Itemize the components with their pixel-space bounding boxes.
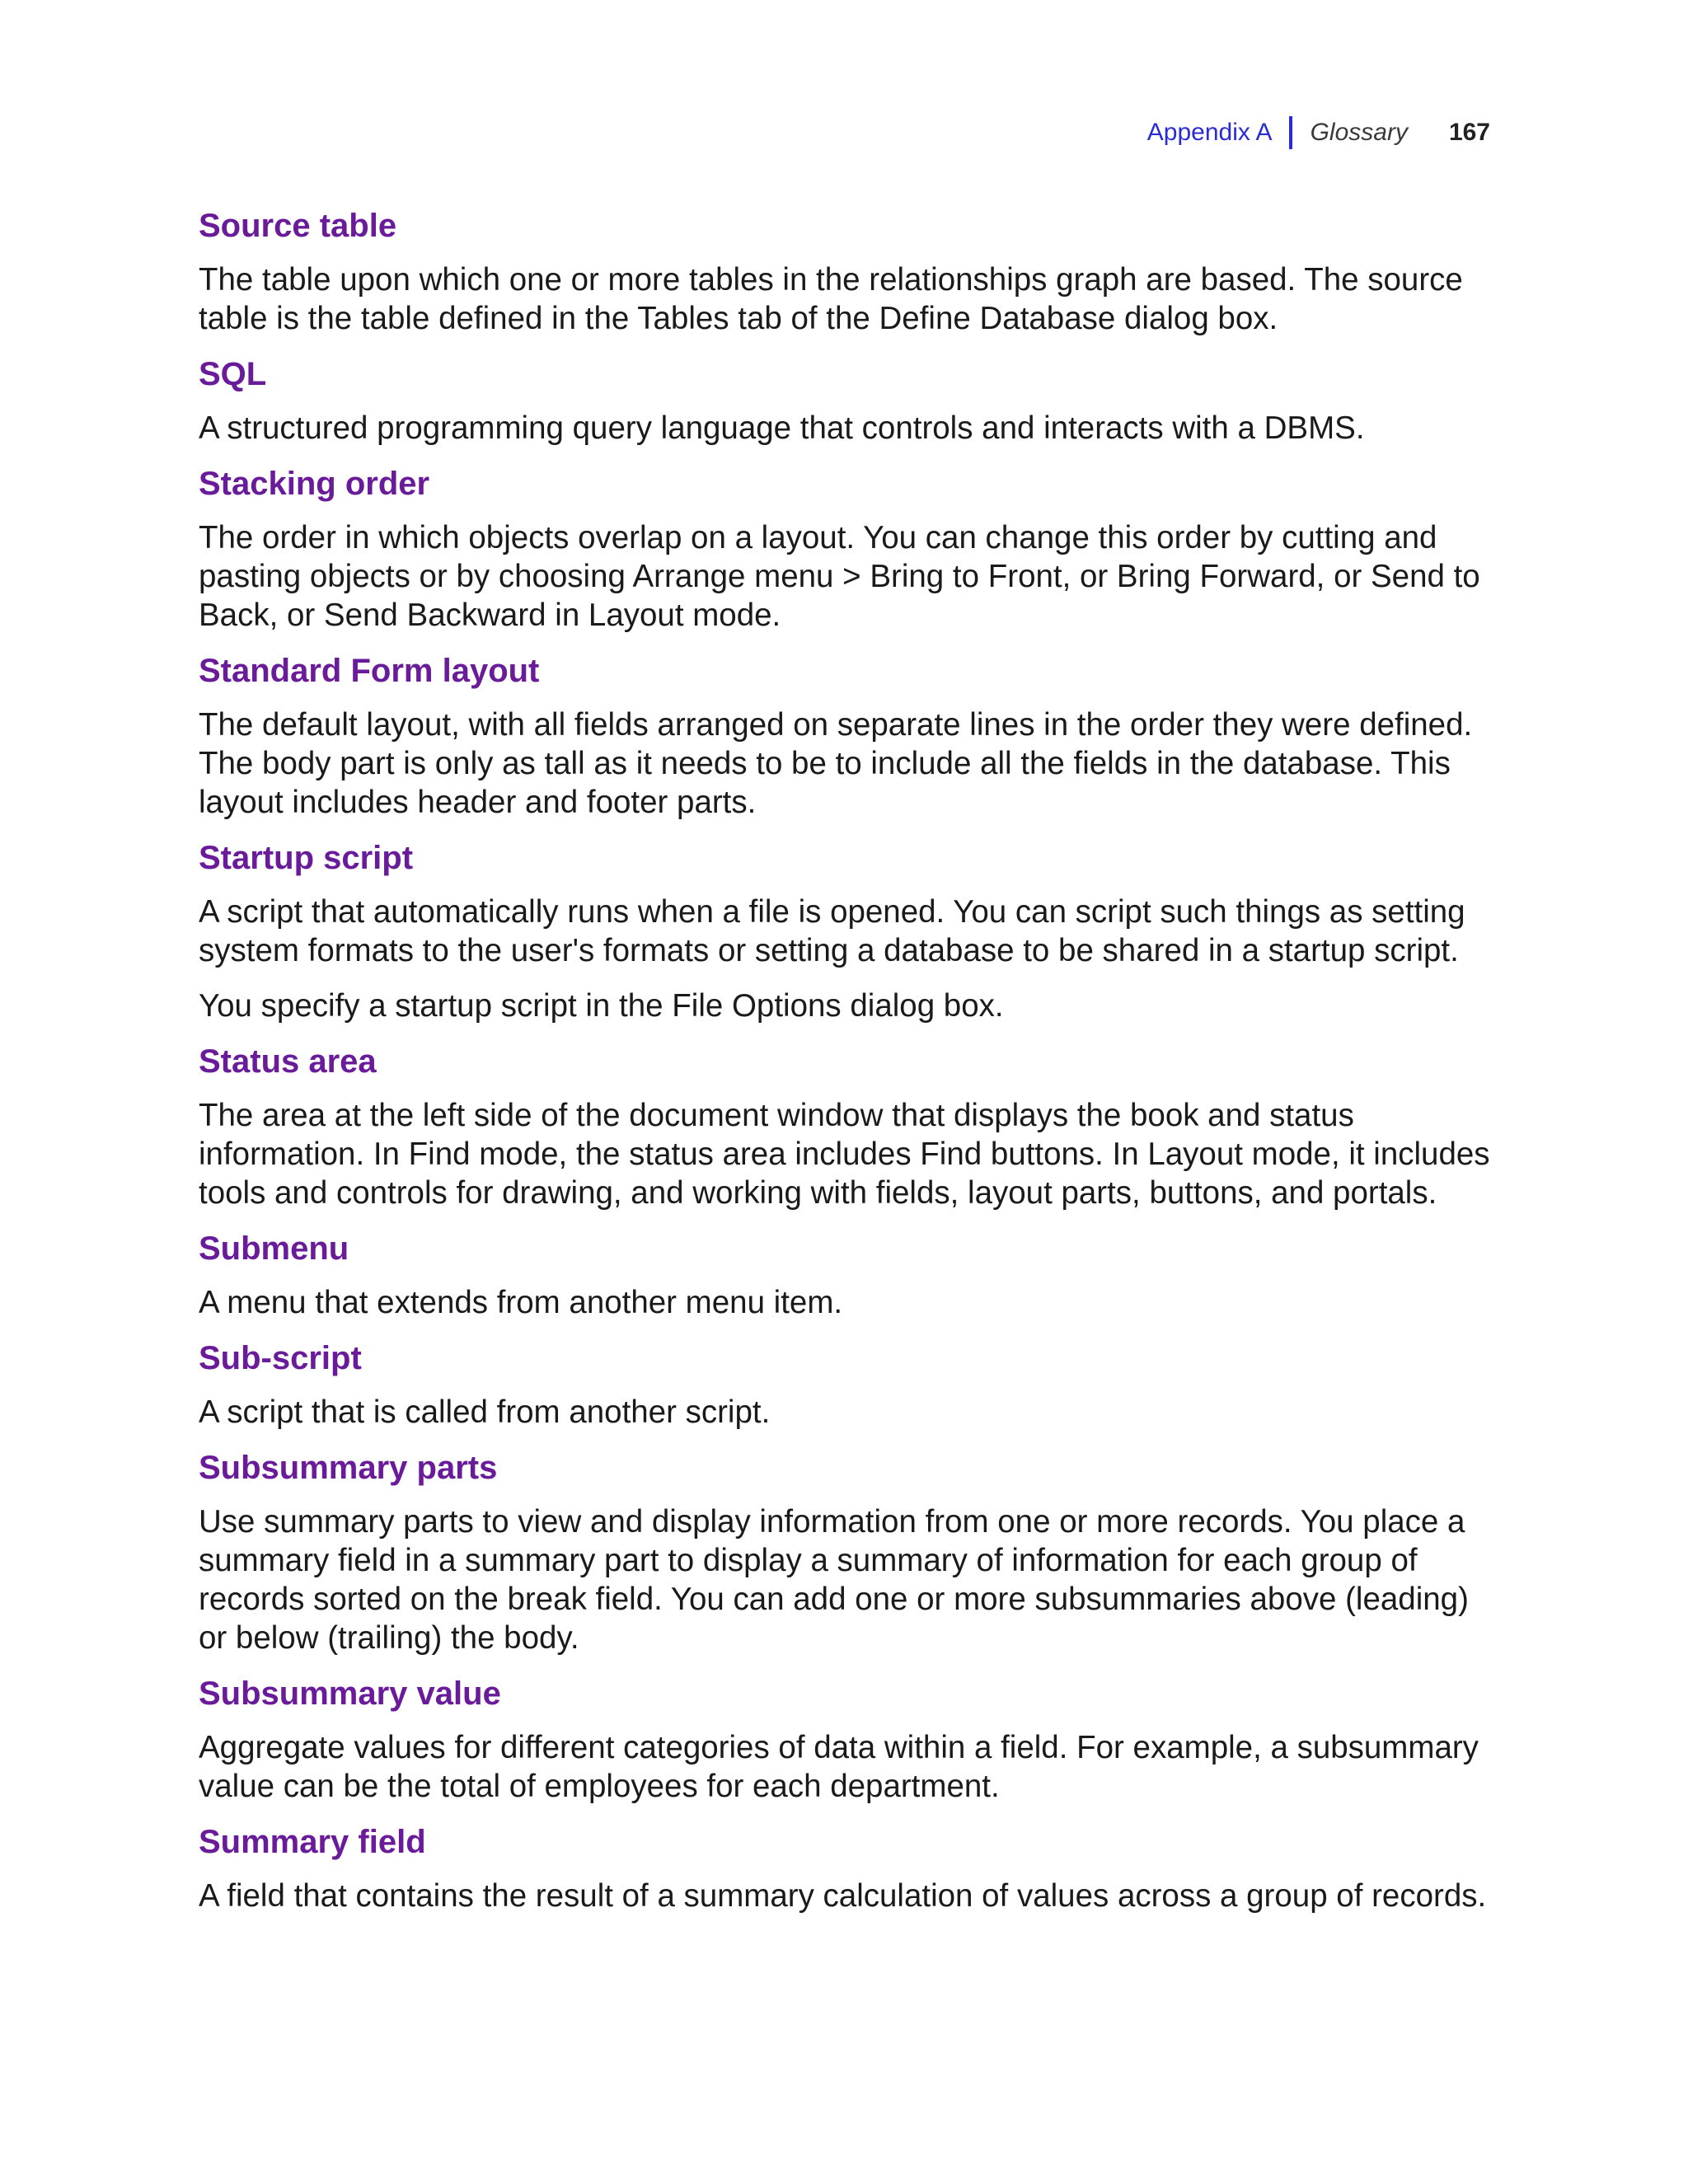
glossary-term: Startup script: [199, 840, 414, 876]
glossary-term: Summary field: [199, 1824, 426, 1860]
glossary-entry: [199, 1042, 1501, 1212]
glossary-definition: A script that is called from another script.: [199, 1394, 771, 1430]
header-chapter: Glossary: [1310, 119, 1408, 146]
glossary-entry: [199, 838, 1501, 1025]
header-divider: [1289, 116, 1292, 149]
glossary-term: Stacking order: [199, 466, 430, 502]
glossary-entry: [199, 1822, 1501, 1915]
glossary-term: Status area: [199, 1043, 377, 1080]
glossary-term: Subsummary parts: [199, 1450, 498, 1486]
glossary-definition: A menu that extends from another menu item.: [199, 1285, 843, 1320]
glossary-term: Source table: [199, 208, 397, 244]
glossary-term: Sub-script: [199, 1340, 362, 1376]
glossary-definition: You specify a startup script in the File Options dialog box.: [199, 988, 1004, 1024]
header-section: Appendix A: [1146, 119, 1273, 146]
glossary-list: [199, 206, 1501, 1932]
glossary-entry: [199, 651, 1501, 822]
glossary-definition: A script that automatically runs when a file is opened. You can script such things as setting system formats to the user's formats or setting a database to be shared in a startup script.: [199, 894, 1465, 968]
glossary-definition: A field that contains the result of a summary calculation of values across a group of records.: [199, 1878, 1487, 1914]
glossary-definition: Aggregate values for different categories of data within a field. For example, a subsummary value can be the total of employees for each department.: [199, 1730, 1479, 1804]
glossary-entry: [199, 464, 1501, 635]
glossary-term: Submenu: [199, 1230, 349, 1267]
glossary-entry: [199, 1674, 1501, 1806]
glossary-definition: The order in which objects overlap on a layout. You can change this order by cutting and pasting objects or by choosing Arrange menu > Bring to Front, or Bring Forward, or Send to Back, or Send Backward in Layout mode.: [199, 520, 1480, 633]
glossary-definition: A structured programming query language that controls and interacts with a DBMS.: [199, 410, 1365, 446]
glossary-term: Subsummary value: [199, 1675, 501, 1712]
glossary-term: SQL: [199, 356, 267, 392]
glossary-term: Standard Form layout: [199, 653, 540, 689]
running-header: [1147, 114, 1490, 152]
glossary-definition: The table upon which one or more tables in the relationships graph are based. The source table is the table defined in the Tables tab of the Define Database dialog box.: [199, 262, 1463, 336]
glossary-entry: [199, 1338, 1501, 1432]
glossary-definition: The default layout, with all fields arranged on separate lines in the order they were defined. The body part is only as tall as it needs to be to include all the fields in the database. This layout includes header and footer parts.: [199, 707, 1473, 820]
glossary-entry: [199, 206, 1501, 338]
glossary-definition: Use summary parts to view and display information from one or more records. You place a summary field in a summary part to display a summary of information for each group of records sorted on the break field. You can add one or more subsummaries above (leading) or below (trailing) the body.: [199, 1504, 1469, 1656]
page-number: 167: [1448, 119, 1490, 146]
glossary-entry: [199, 354, 1501, 448]
glossary-entry: [199, 1448, 1501, 1657]
glossary-entry: [199, 1229, 1501, 1322]
glossary-definition: The area at the left side of the document window that displays the book and status information. In Find mode, the status area includes Find buttons. In Layout mode, it includes tools and controls for drawing, and working with fields, layout parts, buttons, and portals.: [199, 1098, 1490, 1211]
